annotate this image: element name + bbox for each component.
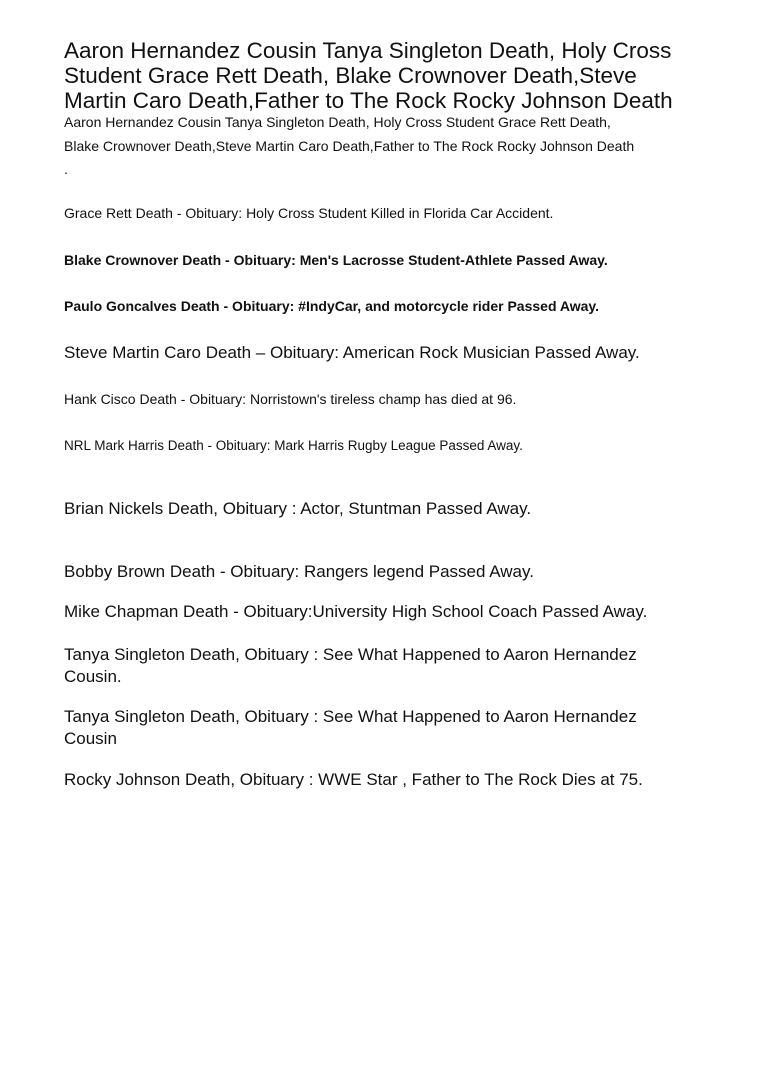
entry-rocky-johnson: Rocky Johnson Death, Obituary : WWE Star , Father to The Rock Dies at 75. (64, 770, 643, 789)
entry-tanya-singleton-2 (64, 706, 724, 750)
entry-blake-crownover: Blake Crownover Death - Obituary: Men's Lacrosse Student-Athlete Passed Away. (64, 252, 608, 268)
entry-grace-rett: Grace Rett Death - Obituary: Holy Cross Student Killed in Florida Car Accident. (64, 205, 554, 221)
title-line: Martin Caro Death,Father to The Rock Rocky Johnson Death (64, 88, 673, 113)
intro-paragraph (64, 111, 724, 182)
entry-mike-chapman: Mike Chapman Death - Obituary:University High School Coach Passed Away. (64, 602, 648, 621)
entry-line: Tanya Singleton Death, Obituary : See What Happened to Aaron Hernandez (64, 707, 637, 726)
entry-hank-cisco: Hank Cisco Death - Obituary: Norristown's tireless champ has died at 96. (64, 391, 517, 407)
entry-brian-nickels: Brian Nickels Death, Obituary : Actor, Stuntman Passed Away. (64, 499, 532, 518)
title-line: Aaron Hernandez Cousin Tanya Singleton Death, Holy Cross (64, 38, 672, 63)
entry-line: Cousin (64, 729, 117, 748)
entry-line: Tanya Singleton Death, Obituary : See What Happened to Aaron Hernandez (64, 645, 637, 664)
entry-steve-martin-caro: Steve Martin Caro Death – Obituary: American Rock Musician Passed Away. (64, 343, 640, 362)
entry-bobby-brown: Bobby Brown Death - Obituary: Rangers legend Passed Away. (64, 562, 534, 581)
title-line: Student Grace Rett Death, Blake Crownover Death,Steve (64, 63, 637, 88)
document-title (64, 38, 724, 113)
intro-line: . (64, 161, 68, 177)
entry-mark-harris: NRL Mark Harris Death - Obituary: Mark Harris Rugby League Passed Away. (64, 438, 523, 453)
intro-line: Aaron Hernandez Cousin Tanya Singleton Death, Holy Cross Student Grace Rett Death, (64, 114, 611, 130)
entry-tanya-singleton-1 (64, 644, 724, 688)
entry-line: Cousin. (64, 667, 122, 686)
intro-line: Blake Crownover Death,Steve Martin Caro Death,Father to The Rock Rocky Johnson Death (64, 137, 635, 154)
entry-paulo-goncalves: Paulo Goncalves Death - Obituary: #IndyCar, and motorcycle rider Passed Away. (64, 298, 600, 314)
